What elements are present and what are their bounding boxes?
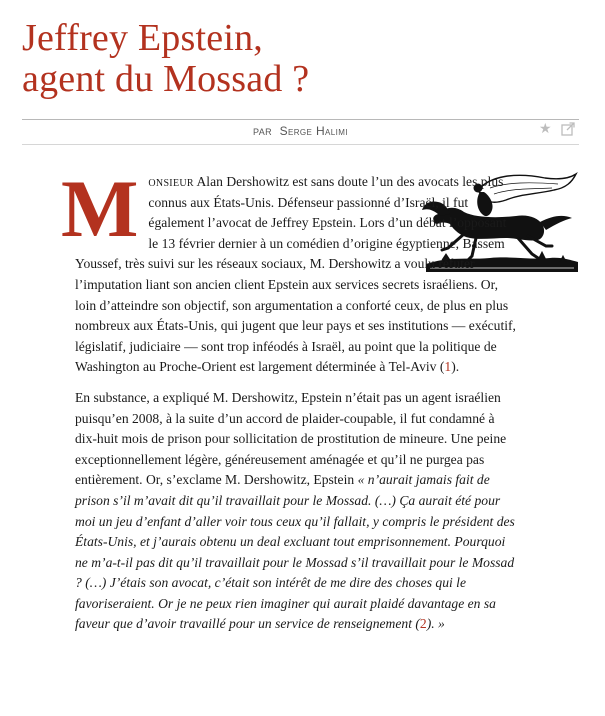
article-tools [539,122,575,136]
byline-author[interactable]: Serge Halimi [279,124,348,138]
external-link-icon[interactable] [561,122,575,136]
footnote-link-1[interactable]: 1 [444,359,452,375]
title-line-2: agent du Mossad ? [22,58,310,100]
paragraph-2-text: En substance, a expliqué M. Dershowitz, Epstein n’était pas un agent israélien puisqu’en 2008, à la suite d’un accord de plaider-coupable, il fut condamné à dix-huit mois de prison pour sollicitation de prostitution de mineure. Une peine exceptionnellement légère, généreusement aménagée et qu’il ne purgea pas entièrement. Or, s’exclame M. Dershowitz, Epstein [75,389,507,488]
article-title [22,18,582,100]
paragraph-1 [61,163,517,378]
paragraph-1-end: ). [451,359,460,375]
byline [22,121,579,138]
drop-cap: M [61,163,139,254]
first-word: onsieur [148,174,194,189]
quote-end: ). » [426,616,445,632]
footnote-link-2[interactable]: 2 [419,616,427,632]
byline-bar [22,119,579,145]
paragraph-2 [75,388,517,635]
article-body [61,163,517,635]
paragraph-1-text: Alan Dershowitz est sans doute l’un des avocats les plus connus aux États-Unis. Défenseur passionné d’Israël, il fut également l’avocat de Jeffrey Epstein. Lors d’un débat l’opposant le 13 février dernier à un comédien d’origine égyptienne, Bassem Youssef, très suivi sur les réseaux sociaux, M. Dershowitz a voulu réfuter l’imputation liant son ancien client Epstein aux services secrets israéliens. Or, loin d’atteindre son objectif, son argumentation a conforté ceux, de plus en plus nombreux aux États-Unis, qui jugent que leur pays et ses institutions — exécutif, législatif, judiciaire — sont trop inféodés à Israël, au point que la politique de Washington au Proche-Orient est largement déterminée à Tel-Aviv ( [75,174,516,375]
title-line-1: Jeffrey Epstein, [22,17,263,59]
byline-prefix: PAR [253,127,273,137]
dershowitz-quote: « n’aurait jamais fait de prison s’il m’avait dit qu’il travaillait pour le Mossad. (…) Ça aurait été pour moi un jeu d’enfant d’aller voir tous ceux qu’il fallait, y compris le président des États-Unis, et j’aurais obtenu un deal excluant tout emprisonnement. Pourquoi ne m’a-t-il pas dit qu’il travaillait pour le Mossad s’il travaillait pour le Mossad ? (…) J’étais son avocat, c’était son intérêt de me dire des choses qui le favoriseraient. Or je ne peux rien imaginer qui aurait plaidé davantage en sa faveur que d’avoir travaillé pour un service de renseignement ( [75,472,515,632]
star-icon[interactable]: ★ [539,121,552,137]
